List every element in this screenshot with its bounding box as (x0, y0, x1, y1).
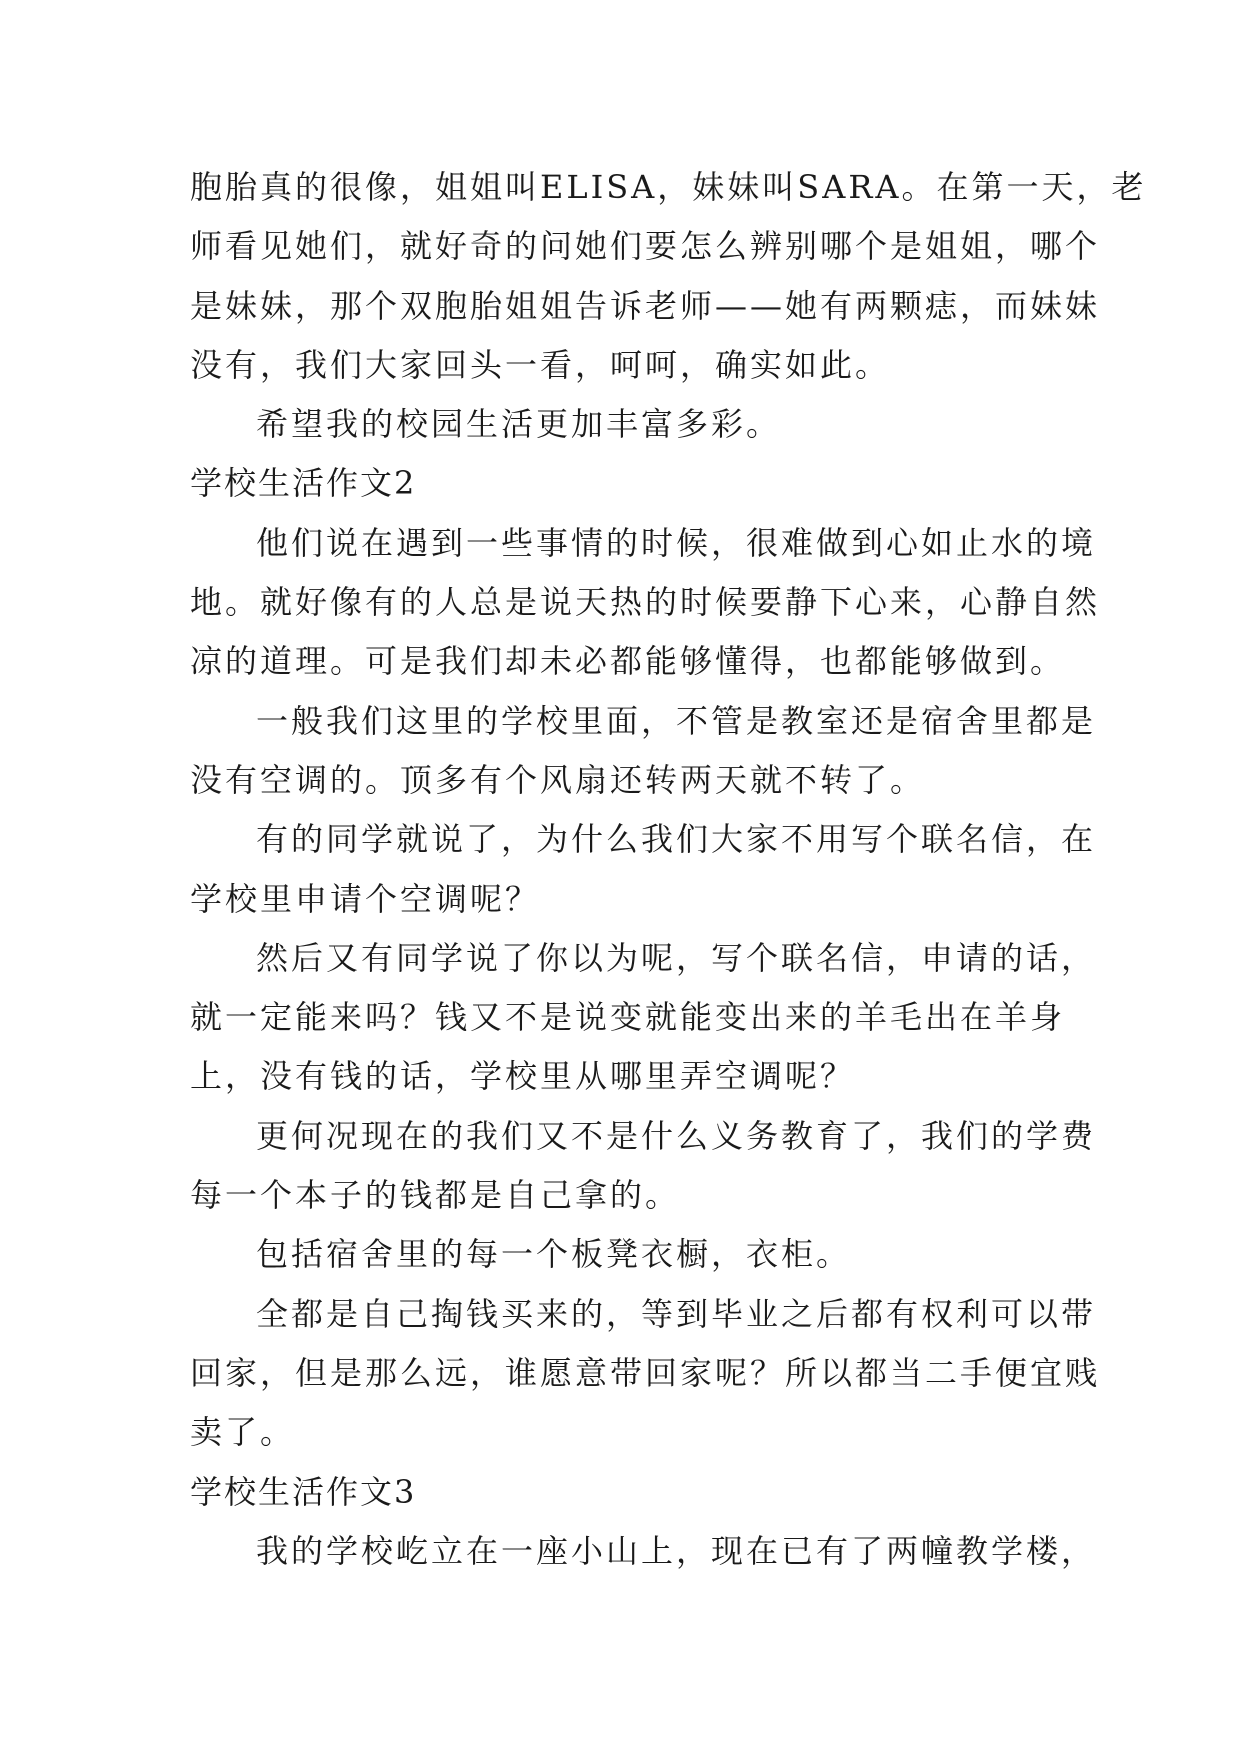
text-line: 没有，我们大家回头一看，呵呵，确实如此。 (190, 345, 891, 384)
paragraph-line: 有的同学就说了，为什么我们大家不用写个联名信，在 (256, 820, 1097, 859)
text-line: 上，没有钱的话，学校里从哪里弄空调呢？ (190, 1057, 856, 1096)
paragraph-line: 包括宿舍里的每一个板凳衣橱，衣柜。 (256, 1235, 852, 1274)
text-line: 胞胎真的很像，姐姐叫ELISA，妹妹叫SARA。在第一天，老 (190, 168, 1147, 206)
document-body (190, 158, 1147, 1581)
text-line: 回家，但是那么远，谁愿意带回家呢？所以都当二手便宜贱 (190, 1353, 1101, 1392)
section-heading: 学校生活作文3 (190, 1472, 417, 1511)
paragraph-line: 全都是自己掏钱买来的，等到毕业之后都有权利可以带 (256, 1294, 1097, 1333)
text-line: 学校里申请个空调呢？ (190, 879, 541, 918)
text-line: 地。就好像有的人总是说天热的时候要静下心来，心静自然 (190, 583, 1101, 622)
section-heading: 学校生活作文2 (190, 464, 417, 503)
text-line: 卖了。 (190, 1413, 296, 1452)
text-line: 就一定能来吗？钱又不是说变就能变出来的羊毛出在羊身 (190, 998, 1066, 1037)
text-line: 是妹妹，那个双胞胎姐姐告诉老师——她有两颗痣，而妹妹 (190, 286, 1101, 325)
text-line: 没有空调的。顶多有个风扇还转两天就不转了。 (190, 760, 926, 799)
paragraph-line: 希望我的校园生活更加丰富多彩。 (256, 405, 782, 444)
paragraph-line: 一般我们这里的学校里面，不管是教室还是宿舍里都是 (256, 701, 1097, 740)
paragraph-line: 他们说在遇到一些事情的时候，很难做到心如止水的境 (256, 523, 1097, 562)
paragraph-line: 我的学校屹立在一座小山上，现在已有了两幢教学楼， (256, 1531, 1097, 1570)
text-line: 师看见她们，就好奇的问她们要怎么辨别哪个是姐姐，哪个 (190, 227, 1101, 266)
text-line: 凉的道理。可是我们却未必都能够懂得，也都能够做到。 (190, 642, 1066, 681)
text-line: 每一个本子的钱都是自己拿的。 (190, 1176, 681, 1215)
paragraph-line: 然后又有同学说了你以为呢，写个联名信，申请的话， (256, 938, 1097, 977)
paragraph-line: 更何况现在的我们又不是什么义务教育了，我们的学费 (256, 1116, 1097, 1155)
